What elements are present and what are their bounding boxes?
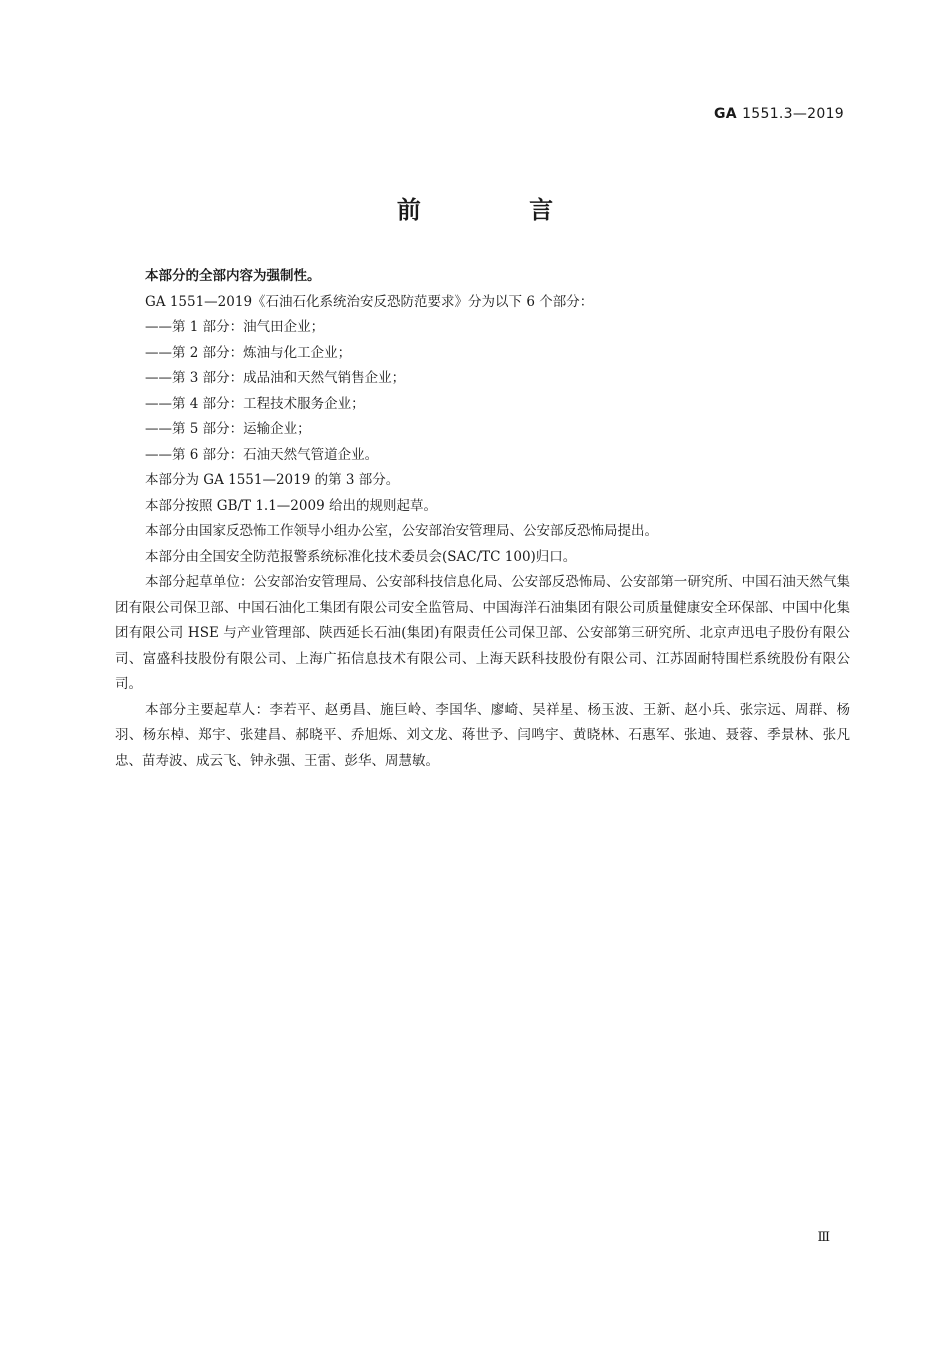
mandatory-statement: 本部分的全部内容为强制性。 [145,268,321,284]
doc-prefix: GA [713,106,737,122]
doc-number: 1551.3—2019 [742,106,844,122]
proposed-by: 本部分由国家反恐怖工作领导小组办公室，公安部治安管理局、公安部反恐怖局提出。 [145,523,658,539]
part-list-item-4: ——第 4 部分：工程技术服务企业； [145,395,365,412]
part-list-item-3: ——第 3 部分：成品油和天然气销售企业； [145,370,406,386]
page-number: Ⅲ [817,1230,830,1245]
document-code [714,106,844,122]
main-drafters: 本部分主要起草人：李若平、赵勇昌、施巨岭、李国华、廖崎、吴祥星、杨玉波、王新、赵小兵、张宗远、周群、杨羽、杨东棹、郑宇、张建昌、郝晓平、乔旭烁、刘文龙、蒋世予、闫鸣宇、黄晓林、石惠军、张迪、聂蓉、季景林、张凡忠、苗寿波、成云飞、钟永强、王雷、彭华、周慧敏。 [115,701,850,769]
part-list-item-1: ——第 1 部分：油气田企业； [145,319,325,335]
drafting-units: 本部分起草单位：公安部治安管理局、公安部科技信息化局、公安部反恐怖局、公安部第一研究所、中国石油天然气集团有限公司保卫部、中国石油化工集团有限公司安全监管局、中国海洋石油集团有限公司质量健康安全环保部、中国中化集团有限公司 HSE 与产业管理部、陕西延长石油(集团)有限责任公司保卫部、公安部第三研究所、北京声迅电子股份有限公司、富盛科技股份有限公司、上海广拓信息技术有限公司、上海天跃科技股份有限公司、江苏固耐特围栏系统股份有限公司。 [115,574,850,692]
part-list-item-6: ——第 6 部分：石油天然气管道企业。 [145,446,379,463]
parts-intro: GA 1551—2019《石油石化系统治安反恐防范要求》分为以下 6 个部分： [145,293,594,310]
part-list-item-2: ——第 2 部分：炼油与化工企业； [145,344,352,361]
page-title: 前 言 [396,196,604,224]
foreword-body [115,264,850,774]
centralized-by: 本部分由全国安全防范报警系统标准化技术委员会(SAC/TC 100)归口。 [145,548,577,565]
part-list-item-5: ——第 5 部分：运输企业； [145,421,311,437]
this-part-statement: 本部分为 GA 1551—2019 的第 3 部分。 [145,472,400,488]
drafting-rules: 本部分按照 GB/T 1.1—2009 给出的规则起草。 [145,497,437,514]
